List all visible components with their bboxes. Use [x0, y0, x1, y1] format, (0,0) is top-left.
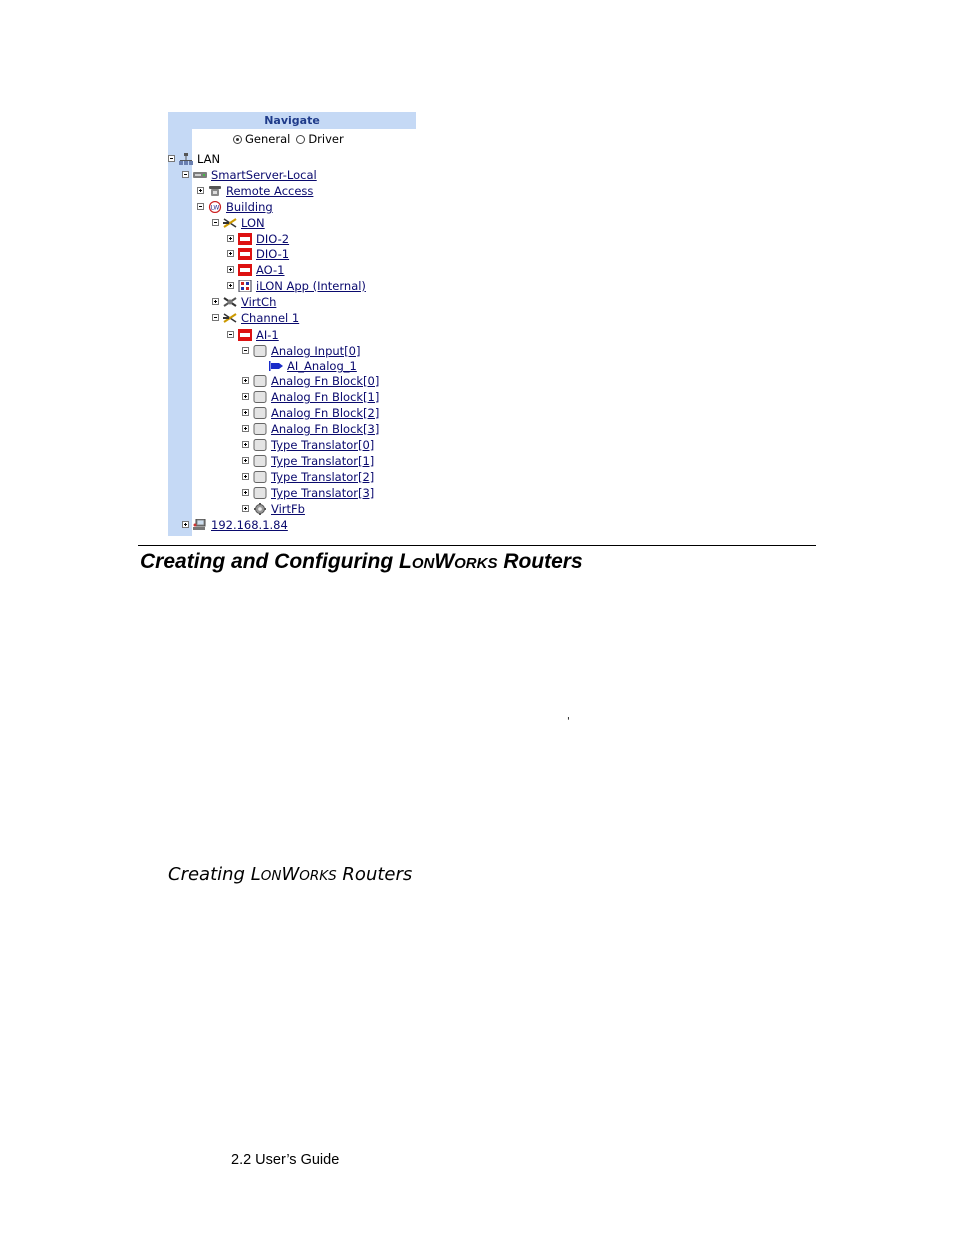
subsection-heading: Creating LONWORKS Routers — [168, 864, 413, 885]
functional-block-icon — [253, 375, 267, 387]
tree-link[interactable]: AO-1 — [256, 263, 285, 277]
tree-link[interactable]: DIO-2 — [256, 232, 290, 246]
collapse-icon[interactable] — [182, 171, 189, 178]
section-heading: Creating and Configuring LONWORKS Routers — [140, 550, 583, 573]
expand-icon[interactable] — [212, 298, 219, 305]
tree-link[interactable]: Channel 1 — [241, 311, 300, 325]
network-icon — [179, 153, 193, 165]
functional-block-icon — [253, 391, 267, 403]
tree-link[interactable]: Type Translator[1] — [271, 454, 375, 468]
tree-node-virtfb[interactable] — [242, 502, 305, 517]
tree-link[interactable]: Analog Fn Block[1] — [271, 390, 380, 404]
tree-link[interactable]: Type Translator[3] — [271, 486, 375, 500]
tree-node-ilon-app[interactable] — [227, 279, 366, 294]
collapse-icon[interactable] — [227, 331, 234, 338]
lonworks-logo-icon — [208, 201, 222, 213]
expand-icon[interactable] — [242, 489, 249, 496]
collapse-icon[interactable] — [197, 203, 204, 210]
tree-node-analog-fn-block-1[interactable] — [242, 390, 379, 405]
tree-link[interactable]: Analog Fn Block[0] — [271, 374, 380, 388]
tree-node-dio-2[interactable] — [227, 232, 289, 247]
datapoint-output-icon — [269, 360, 283, 372]
expand-icon[interactable] — [242, 473, 249, 480]
view-mode-radio-group — [233, 132, 344, 146]
functional-block-icon — [253, 345, 267, 357]
collapse-icon[interactable] — [242, 347, 249, 354]
server-icon — [193, 169, 207, 181]
tree-node-type-translator-1[interactable] — [242, 454, 374, 469]
tree-link[interactable]: AI_Analog_1 — [287, 359, 357, 373]
channel-icon — [223, 312, 237, 324]
expand-icon[interactable] — [242, 409, 249, 416]
radio-selected-icon — [233, 135, 242, 144]
expand-icon[interactable] — [227, 266, 234, 273]
expand-icon[interactable] — [242, 441, 249, 448]
tree-link[interactable]: Remote Access — [226, 184, 314, 198]
phone-icon — [208, 185, 222, 197]
svg-text:LW: LW — [210, 204, 220, 212]
expand-icon[interactable] — [242, 377, 249, 384]
application-icon — [238, 280, 252, 292]
tree-node-dio-1[interactable] — [227, 247, 289, 262]
gear-icon — [253, 503, 267, 515]
section-rule — [138, 545, 816, 546]
tree-link[interactable]: Analog Fn Block[3] — [271, 422, 380, 436]
radio-driver[interactable]: Driver — [296, 132, 343, 146]
tree-label: LAN — [197, 152, 221, 166]
device-icon — [238, 248, 252, 260]
tree-node-ip-host[interactable] — [182, 518, 288, 533]
expand-icon[interactable] — [242, 393, 249, 400]
tree-node-lan[interactable] — [168, 152, 220, 167]
computer-icon — [193, 519, 207, 531]
expand-icon[interactable] — [227, 235, 234, 242]
functional-block-icon — [253, 487, 267, 499]
device-icon — [238, 233, 252, 245]
tree-node-analog-fn-block-3[interactable] — [242, 422, 379, 437]
radio-general[interactable]: General — [233, 132, 290, 146]
tree-node-analog-fn-block-0[interactable] — [242, 374, 379, 389]
tree-node-type-translator-0[interactable] — [242, 438, 374, 453]
functional-block-icon — [253, 423, 267, 435]
tree-node-ai-1[interactable] — [227, 328, 279, 343]
tree-link[interactable]: DIO-1 — [256, 247, 290, 261]
tree-node-ai-analog-1[interactable] — [269, 359, 357, 374]
expand-icon[interactable] — [227, 250, 234, 257]
tree-link[interactable]: SmartServer-Local — [211, 168, 317, 182]
tree-node-ao-1[interactable] — [227, 263, 285, 278]
tree-link[interactable]: Type Translator[0] — [271, 438, 375, 452]
functional-block-icon — [253, 407, 267, 419]
expand-icon[interactable] — [197, 187, 204, 194]
tree-node-type-translator-2[interactable] — [242, 470, 374, 485]
tree-link[interactable]: Type Translator[2] — [271, 470, 375, 484]
stray-mark: ' — [567, 716, 570, 727]
collapse-icon[interactable] — [168, 155, 175, 162]
expand-icon[interactable] — [227, 282, 234, 289]
tree-link[interactable]: Analog Input[0] — [271, 344, 361, 358]
tree-link[interactable]: VirtCh — [241, 295, 277, 309]
tree-node-lon[interactable] — [212, 216, 265, 231]
functional-block-icon — [253, 439, 267, 451]
tree-link[interactable]: iLON App (Internal) — [256, 279, 366, 293]
tree-node-analog-fn-block-2[interactable] — [242, 406, 379, 421]
tree-node-virtch[interactable] — [212, 295, 276, 310]
page-footer: 2.2 User’s Guide — [231, 1152, 340, 1168]
virtual-channel-icon — [223, 296, 237, 308]
device-icon — [238, 264, 252, 276]
tree-link[interactable]: Building — [226, 200, 273, 214]
tree-link[interactable]: LON — [241, 216, 265, 230]
navigate-header: Navigate — [168, 112, 416, 129]
tree-node-analog-input-0[interactable] — [242, 344, 360, 359]
functional-block-icon — [253, 471, 267, 483]
tree-link[interactable]: VirtFb — [271, 502, 305, 516]
device-icon — [238, 329, 252, 341]
expand-icon[interactable] — [242, 425, 249, 432]
collapse-icon[interactable] — [212, 314, 219, 321]
tree-node-smartserver[interactable] — [182, 168, 317, 183]
expand-icon[interactable] — [182, 521, 189, 528]
expand-icon[interactable] — [242, 457, 249, 464]
expand-icon[interactable] — [242, 505, 249, 512]
collapse-icon[interactable] — [212, 219, 219, 226]
tree-node-type-translator-3[interactable] — [242, 486, 374, 501]
functional-block-icon — [253, 455, 267, 467]
tree-link[interactable]: Analog Fn Block[2] — [271, 406, 380, 420]
tree-link[interactable]: 192.168.1.84 — [211, 518, 288, 532]
tree-node-remote-access[interactable] — [197, 184, 313, 199]
tree-node-channel-1[interactable] — [212, 311, 299, 326]
tree-node-building[interactable] — [197, 200, 273, 215]
tree-link[interactable]: AI-1 — [256, 328, 279, 342]
channel-icon — [223, 217, 237, 229]
radio-unselected-icon — [296, 135, 305, 144]
